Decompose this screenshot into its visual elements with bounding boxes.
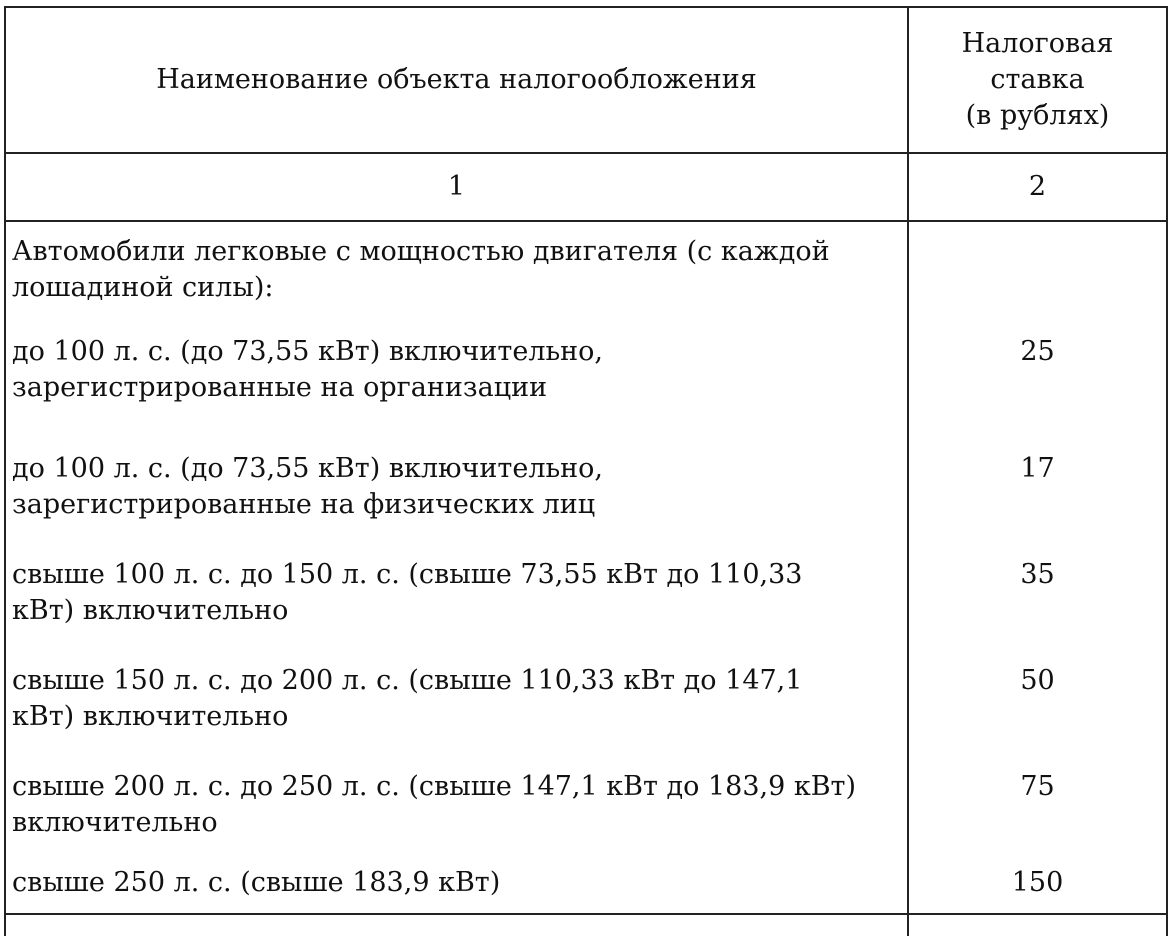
tax-rate-value: 50 [908,651,1167,757]
object-name [5,322,908,439]
table-row [5,757,1167,853]
tax-rate-value: 75 [908,757,1167,853]
object-name-line-1: до 100 л. с. (до 73,55 кВт) включительно, [12,452,604,484]
intro-line-1: Автомобили легковые с мощностью двигателя (с каждой [12,235,830,267]
object-name [5,757,908,853]
intro-line-2: лошадиной силы): [12,271,274,303]
continuation-cell-2 [908,914,1167,936]
object-name [5,439,908,545]
object-name-line-1: свыше 100 л. с. до 150 л. с. (свыше 73,55 кВт до 110,33 [12,559,803,590]
object-name-line-1: до 100 л. с. (до 73,55 кВт) включительно, [12,335,604,367]
object-name-line-2: включительно [12,807,218,839]
column-number-1: 1 [5,153,908,221]
header-object-name-text: Наименование объекта налогообложения [156,64,757,95]
tax-rate-value: 17 [908,439,1167,545]
table-row [5,545,1167,651]
tax-rate-value: 150 [908,853,1167,914]
object-name [5,651,908,757]
object-name-line-1: свыше 200 л. с. до 250 л. с. (свыше 147,1 кВт до 183,9 кВт) [12,771,857,803]
header-object-name [5,7,908,153]
table-row [5,651,1167,757]
continuation-cell-1 [5,914,908,936]
intro-rate-empty [908,221,1167,322]
column-numbers-row [5,153,1167,221]
tax-rate-value: 25 [908,322,1167,439]
intro-text [5,221,908,322]
header-tax-rate-line1: Налоговая [961,28,1114,59]
object-name [5,545,908,651]
object-name [5,853,908,914]
table-continuation-row [5,914,1167,936]
object-name-line-2: кВт) включительно [12,595,289,626]
object-name-line-1: свыше 150 л. с. до 200 л. с. (свыше 110,33 кВт до 147,1 [12,665,803,697]
object-name-line-1: свыше 250 л. с. (свыше 183,9 кВт) [12,867,501,899]
object-name-line-2: зарегистрированные на организации [12,371,548,403]
tax-rate-value: 35 [908,545,1167,651]
tax-rate-table [4,6,1168,936]
object-name-line-2: кВт) включительно [12,701,289,733]
header-tax-rate-line2: ставка [990,64,1085,95]
header-tax-rate [908,7,1167,153]
intro-row [5,221,1167,322]
object-name-line-2: зарегистрированные на физических лиц [12,488,596,520]
header-row [5,7,1167,153]
column-number-2: 2 [908,153,1167,221]
table-row [5,439,1167,545]
table-row [5,853,1167,914]
table-row [5,322,1167,439]
header-tax-rate-line3: (в рублях) [965,100,1110,131]
